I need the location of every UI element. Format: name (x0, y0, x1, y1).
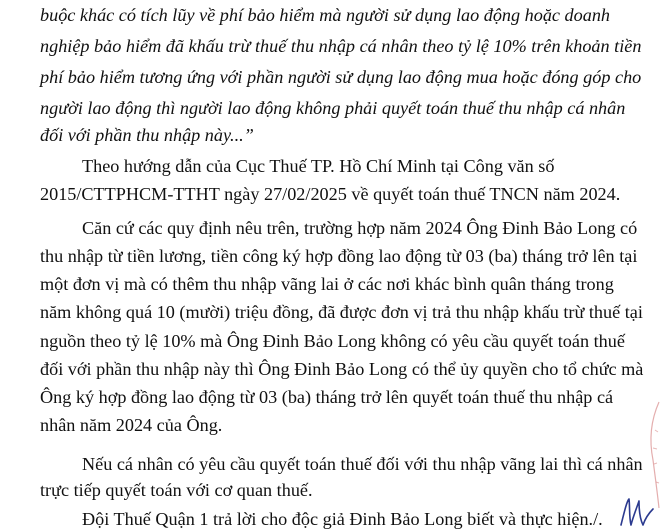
request-line-2: trực tiếp quyết toán với cơ quan thuế. (40, 480, 313, 500)
quote-line-4: người lao động thì người lao động không phải quyết toán thuế thu nhập cá nhân (40, 98, 626, 118)
closing-line-1: Đội Thuế Quận 1 trả lời cho độc giả Đinh Bảo Long biết và thực hiện./. (82, 509, 603, 529)
basis-line-1: Căn cứ các quy định nêu trên, trường hợp năm 2024 Ông Đinh Bảo Long có (82, 218, 638, 238)
quote-line-1: buộc khác có tích lũy về phí bảo hiểm mà người sử dụng lao động hoặc doanh (40, 5, 611, 25)
basis-line-5: nguồn theo tỷ lệ 10% mà Ông Đinh Bảo Long không có yêu cầu quyết toán thuế (40, 331, 625, 351)
request-line-1: Nếu cá nhân có yêu cầu quyết toán thuế đối với thu nhập vãng lai thì cá nhân (82, 454, 643, 474)
basis-line-8: nhân năm 2024 của Ông. (40, 415, 223, 435)
basis-line-6: đối với phần thu nhập này thì Ông Đinh Bảo Long có thể ủy quyền cho tổ chức mà (40, 359, 644, 379)
guidance-line-1: Theo hướng dẫn của Cục Thuế TP. Hồ Chí Minh tại Công văn số (82, 156, 555, 176)
signature-mark (617, 495, 657, 531)
stamp-mark (631, 400, 661, 510)
quote-line-2: nghiệp bảo hiểm đã khấu trừ thuế thu nhập cá nhân theo tỷ lệ 10% trên khoản tiền (40, 36, 642, 56)
basis-line-7: Ông ký hợp đồng lao động từ 03 (ba) tháng trở lên quyết toán thuế thu nhập cá (40, 387, 614, 407)
basis-line-4: năm không quá 10 (mười) triệu đồng, đã được đơn vị trả thu nhập khấu trừ thuế tại (40, 302, 643, 322)
quote-line-3: phí bảo hiểm tương ứng với phần người sử dụng lao động mua hoặc đóng góp cho (40, 67, 642, 87)
guidance-line-2: 2015/CTTPHCM-TTHT ngày 27/02/2025 về quyết toán thuế TNCN năm 2024. (40, 184, 621, 204)
basis-line-3: một đơn vị mà có thêm thu nhập vãng lai ở các nơi khác bình quân tháng trong (40, 274, 614, 294)
basis-line-2: thu nhập từ tiền lương, tiền công ký hợp đồng lao động từ 03 (ba) tháng trở lên tại (40, 246, 638, 266)
quote-line-5: đối với phần thu nhập này...” (40, 125, 254, 145)
